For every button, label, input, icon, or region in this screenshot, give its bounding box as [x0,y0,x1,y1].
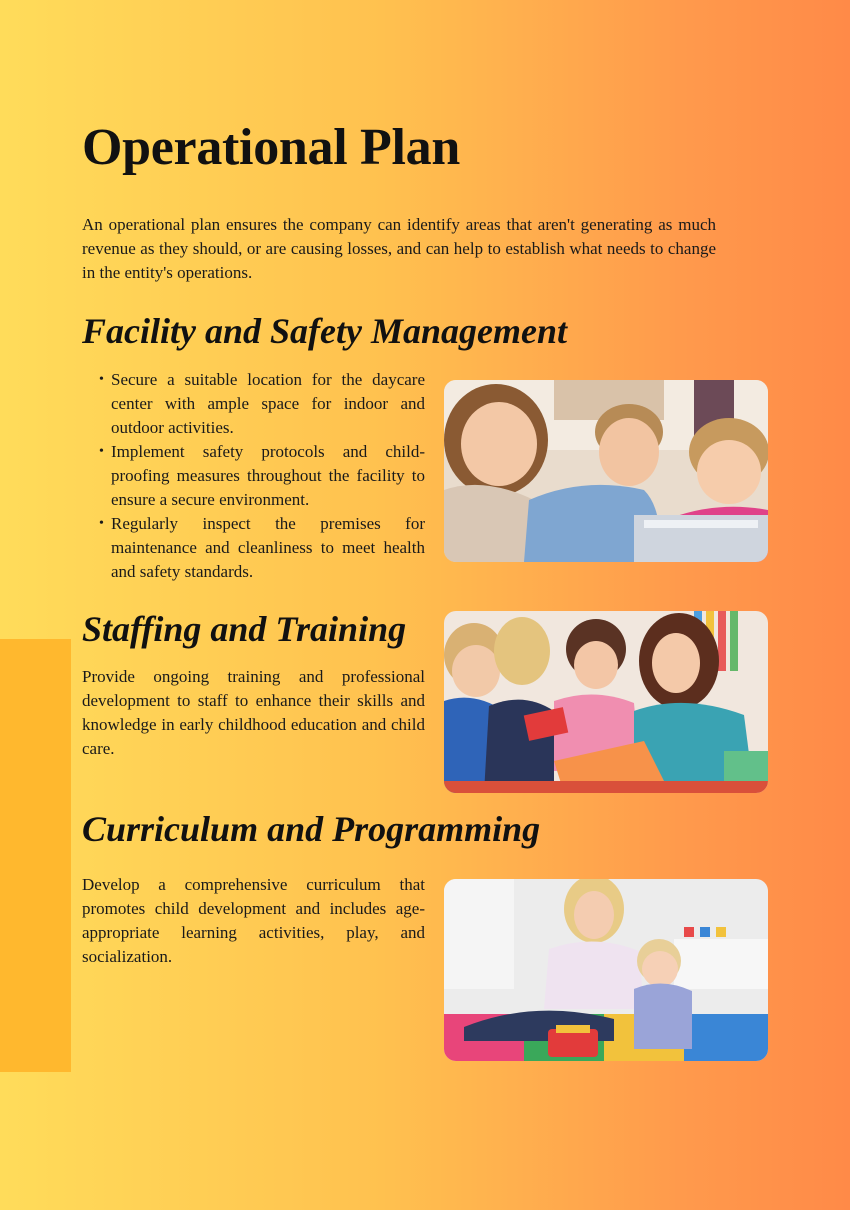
list-item: • Implement safety protocols and child-proofing measures throughout the facility to ensure a secure environment. [111,440,425,512]
teacher-children-crafts-illustration [444,611,768,793]
staffing-section-heading: Staffing and Training [82,609,407,649]
curriculum-photo-teacher-with-toddler [444,879,768,1061]
list-item: • Secure a suitable location for the daycare center with ample space for indoor and outdoor activities. [111,368,425,440]
facility-section-heading: Facility and Safety Management [82,311,567,351]
decorative-accent-bar [0,639,71,1072]
list-item: • Regularly inspect the premises for maintenance and cleanliness to meet health and safety standards. [111,512,425,584]
facility-photo-children-with-laptop [444,380,768,562]
teacher-toddler-playmat-illustration [444,879,768,1061]
page-title: Operational Plan [82,119,460,176]
children-laptop-illustration [444,380,768,562]
staffing-photo-teacher-with-children [444,611,768,793]
curriculum-section-heading: Curriculum and Programming [82,809,541,849]
facility-bullet-list [82,368,425,584]
intro-paragraph: An operational plan ensures the company can identify areas that aren't generating as much revenue as they should, or are causing losses, and can help to establish what needs to change in the entity's operations. [82,215,716,282]
curriculum-paragraph: Develop a comprehensive curriculum that promotes child development and includes age-appropriate learning activities, play, and socialization. [82,875,425,966]
staffing-paragraph: Provide ongoing training and professional development to staff to enhance their skills and knowledge in early childhood education and child care. [82,667,425,758]
